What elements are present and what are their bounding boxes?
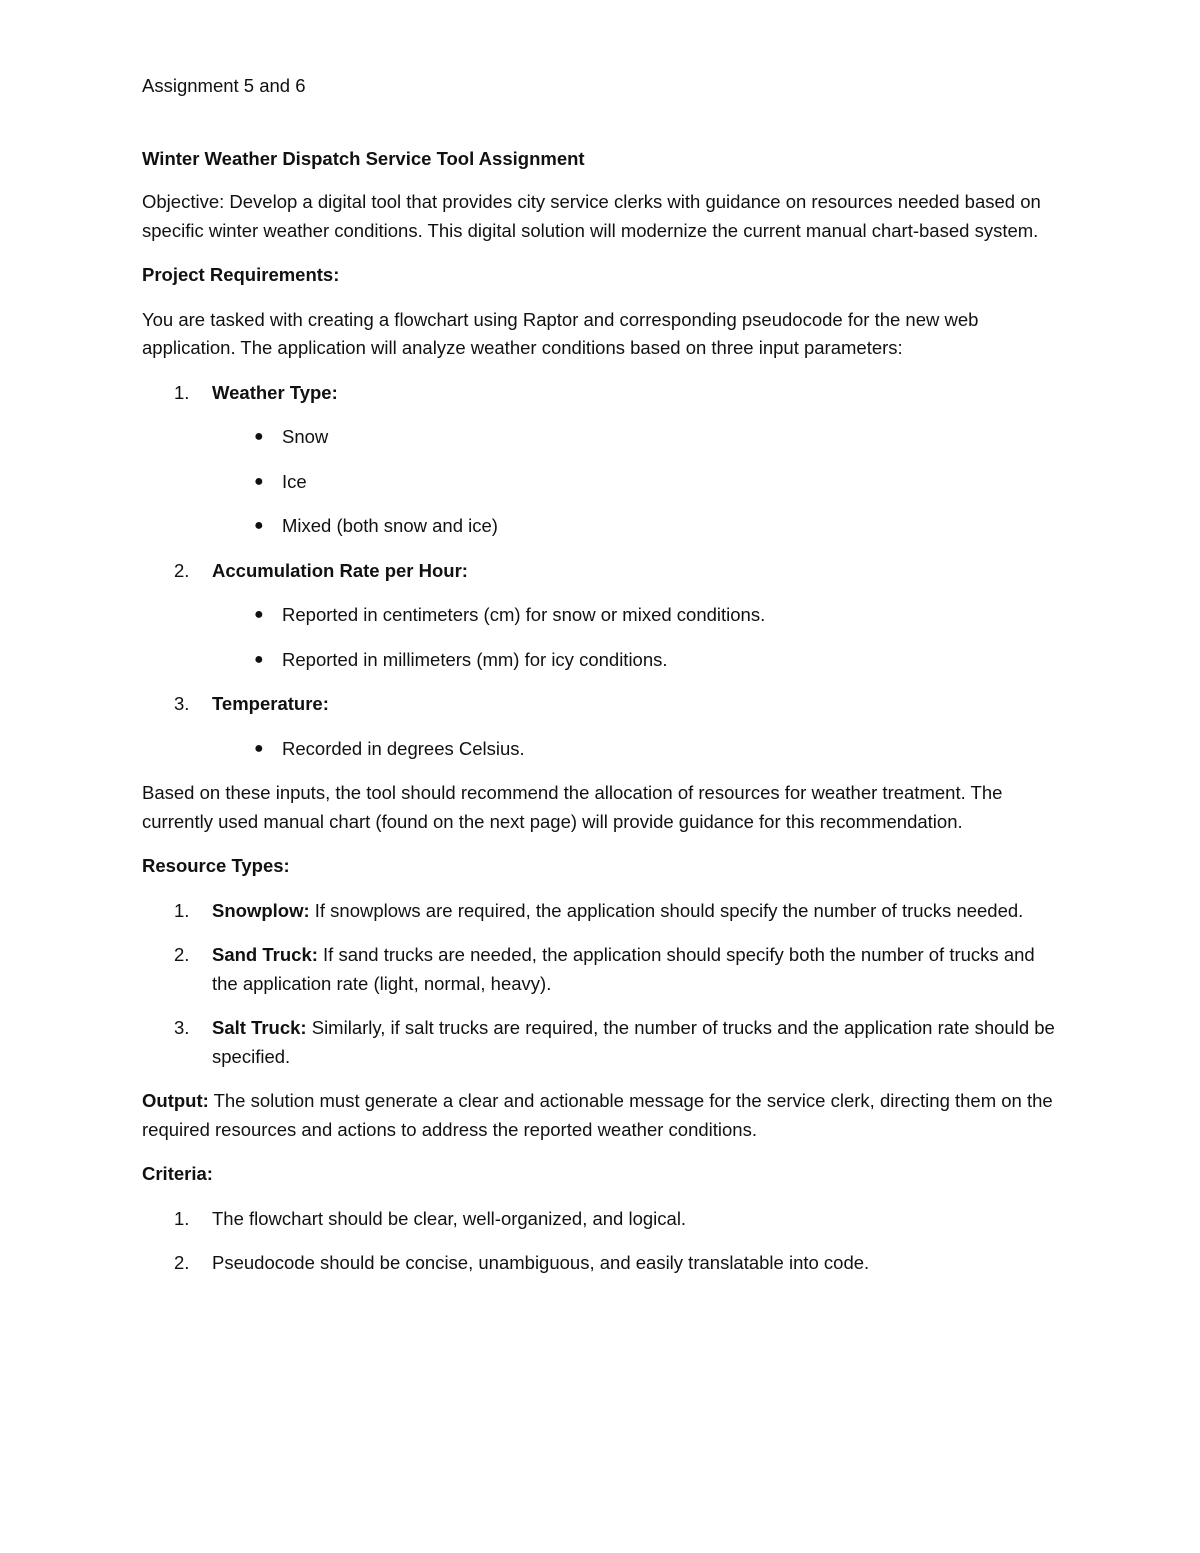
list-number: 3. bbox=[174, 693, 190, 714]
document-header: Assignment 5 and 6 bbox=[142, 75, 306, 96]
criteria-list bbox=[142, 1205, 1062, 1278]
inputs-summary-paragraph: Based on these inputs, the tool should recommend the allocation of resources for weather treatment. The currently used manual chart (found on the next page) will provide guidance for this recommendation. bbox=[142, 782, 1003, 832]
bullet-icon: ● bbox=[254, 472, 264, 490]
resource-label: Snowplow: bbox=[212, 899, 310, 921]
document-title: Winter Weather Dispatch Service Tool Assignment bbox=[142, 147, 585, 169]
output-label: Output: bbox=[142, 1090, 209, 1111]
resource-item-salt-truck bbox=[142, 1014, 1062, 1071]
bullet-text: Reported in millimeters (mm) for icy conditions. bbox=[282, 648, 668, 670]
list-number: 2. bbox=[174, 559, 190, 581]
requirements-intro-paragraph: You are tasked with creating a flowchart using Raptor and corresponding pseudocode for the new web application. The application will analyze weather conditions based on three input parameters: bbox=[142, 308, 979, 358]
resource-label: Salt Truck: bbox=[212, 1017, 307, 1038]
bullet-text: Mixed (both snow and ice) bbox=[282, 515, 498, 536]
list-item bbox=[212, 601, 1062, 630]
list-item bbox=[212, 646, 1062, 675]
list-number: 2. bbox=[174, 1252, 190, 1273]
criteria-heading: Criteria: bbox=[142, 1163, 213, 1184]
bullet-list bbox=[212, 423, 1062, 541]
list-number: 1. bbox=[174, 899, 190, 921]
bullet-icon: ● bbox=[254, 650, 264, 668]
bullet-list bbox=[212, 735, 1062, 764]
criteria-text: The flowchart should be clear, well-organized, and logical. bbox=[212, 1207, 687, 1229]
resource-description: If snowplows are required, the application should specify the number of trucks needed. bbox=[309, 899, 1024, 921]
parameter-label: Accumulation Rate per Hour: bbox=[212, 559, 468, 581]
resource-item-snowplow bbox=[142, 897, 1062, 926]
list-item bbox=[212, 468, 1062, 497]
list-number: 3. bbox=[174, 1017, 190, 1038]
bullet-text: Ice bbox=[282, 470, 307, 492]
bullet-icon: ● bbox=[254, 517, 264, 534]
resource-description: If sand trucks are needed, the application should specify both the number of trucks and the application rate (light, normal, heavy). bbox=[212, 944, 1035, 994]
list-item bbox=[212, 735, 1062, 764]
document-body bbox=[142, 72, 1062, 1294]
output-text: The solution must generate a clear and actionable message for the service clerk, directing them on the required resources and actions to address the reported weather conditions. bbox=[142, 1090, 1053, 1140]
parameter-item-accumulation-rate bbox=[142, 557, 1062, 675]
output-paragraph bbox=[142, 1087, 1062, 1144]
list-number: 1. bbox=[174, 381, 190, 403]
bullet-text: Snow bbox=[282, 426, 329, 447]
parameters-list bbox=[142, 379, 1062, 764]
parameter-label: Temperature: bbox=[212, 693, 329, 714]
project-requirements-heading: Project Requirements: bbox=[142, 264, 340, 285]
objective-paragraph: Objective: Develop a digital tool that provides city service clerks with guidance on resources needed based on specific winter weather conditions. This digital solution will modernize the current manual chart-based system. bbox=[142, 191, 1041, 241]
parameter-label: Weather Type: bbox=[212, 381, 338, 403]
bullet-text: Recorded in degrees Celsius. bbox=[282, 737, 525, 759]
list-number: 2. bbox=[174, 944, 190, 965]
bullet-icon: ● bbox=[254, 606, 264, 623]
criteria-text: Pseudocode should be concise, unambiguous, and easily translatable into code. bbox=[212, 1252, 870, 1273]
resource-description: Similarly, if salt trucks are required, the number of trucks and the application rate should be specified. bbox=[212, 1017, 1055, 1067]
bullet-list bbox=[212, 601, 1062, 674]
bullet-text: Reported in centimeters (cm) for snow or mixed conditions. bbox=[282, 604, 766, 625]
parameter-item-temperature bbox=[142, 690, 1062, 763]
list-item bbox=[212, 512, 1062, 541]
bullet-icon: ● bbox=[254, 739, 264, 757]
bullet-icon: ● bbox=[254, 428, 264, 445]
list-number: 1. bbox=[174, 1207, 190, 1229]
criteria-item bbox=[142, 1249, 1062, 1278]
resource-label: Sand Truck: bbox=[212, 944, 318, 965]
resource-item-sand-truck bbox=[142, 941, 1062, 998]
list-item bbox=[212, 423, 1062, 452]
criteria-item bbox=[142, 1205, 1062, 1234]
resource-types-heading: Resource Types: bbox=[142, 855, 290, 876]
resource-types-list bbox=[142, 897, 1062, 1072]
parameter-item-weather-type bbox=[142, 379, 1062, 541]
